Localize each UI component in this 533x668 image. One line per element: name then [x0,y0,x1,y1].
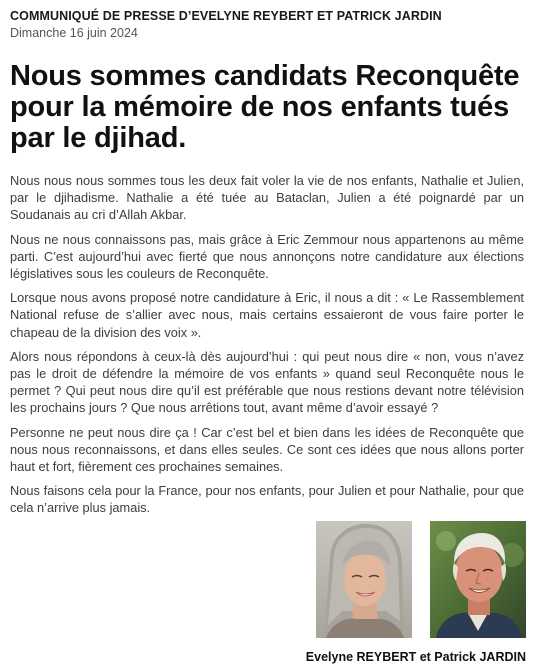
portrait-man-icon [430,521,526,638]
press-release-kicker: COMMUNIQUÉ DE PRESSE D’EVELYNE REYBERT ET PATRICK JARDIN [10,9,442,23]
paragraph-3: Lorsque nous avons proposé notre candidature à Eric, il nous a dit : « Le Rassemblement National refuse de s’allier avec nous, mais certains essaieront de vous faire porter le chapeau de la division des voix ». [10,290,524,340]
signature: Evelyne REYBERT et Patrick JARDIN [305,650,526,664]
paragraph-2: Nous ne nous connaissons pas, mais grâce à Eric Zemmour nous appartenons au même parti. C’est aujourd’hui avec fierté que nous annonçons notre candidature aux élections législatives sous les couleurs de Reconquête. [10,231,524,282]
paragraph-4: Alors nous répondons à ceux-là dès aujourd’hui : qui peut nous dire « non, vous n’avez pas le droit de défendre la mémoire de vos enfants » quand seul Reconquête nous le permet ? Qui peut nous dire qu’il est préférable que nous restions devant notre télévision les prochains jours ? Que nous arrêtions tout, avant même d’avoir essayé ? [10,348,524,416]
paragraph-5: Personne ne peut nous dire ça ! Car c’est bel et bien dans les idées de Reconquête que nous nous reconnaissons, et dans elles seules. Ce sont ces idées que nous allons porter haut et fort, fièrement ces prochaines semaines. [10,424,524,475]
candidate-photos [316,521,526,639]
paragraph-1: Nous nous nous sommes tous les deux fait voler la vie de nos enfants, Nathalie et Julien, par le djihadisme. Nathalie a été tuée au Bataclan, Julien a été poignardé par un Soudanais au cri d’Allah Akbar. [10,173,524,223]
press-release-date: Dimanche 16 juin 2024 [10,26,138,40]
article-body [10,172,524,517]
headline: Nous sommes candidats Reconquête pour la mémoire de nos enfants tués par le djihad. [10,60,520,154]
portrait-woman-icon [316,521,412,638]
paragraph-6: Nous faisons cela pour la France, pour nos enfants, pour Julien et pour Nathalie, pour que cela n’arrive plus jamais. [10,483,524,516]
